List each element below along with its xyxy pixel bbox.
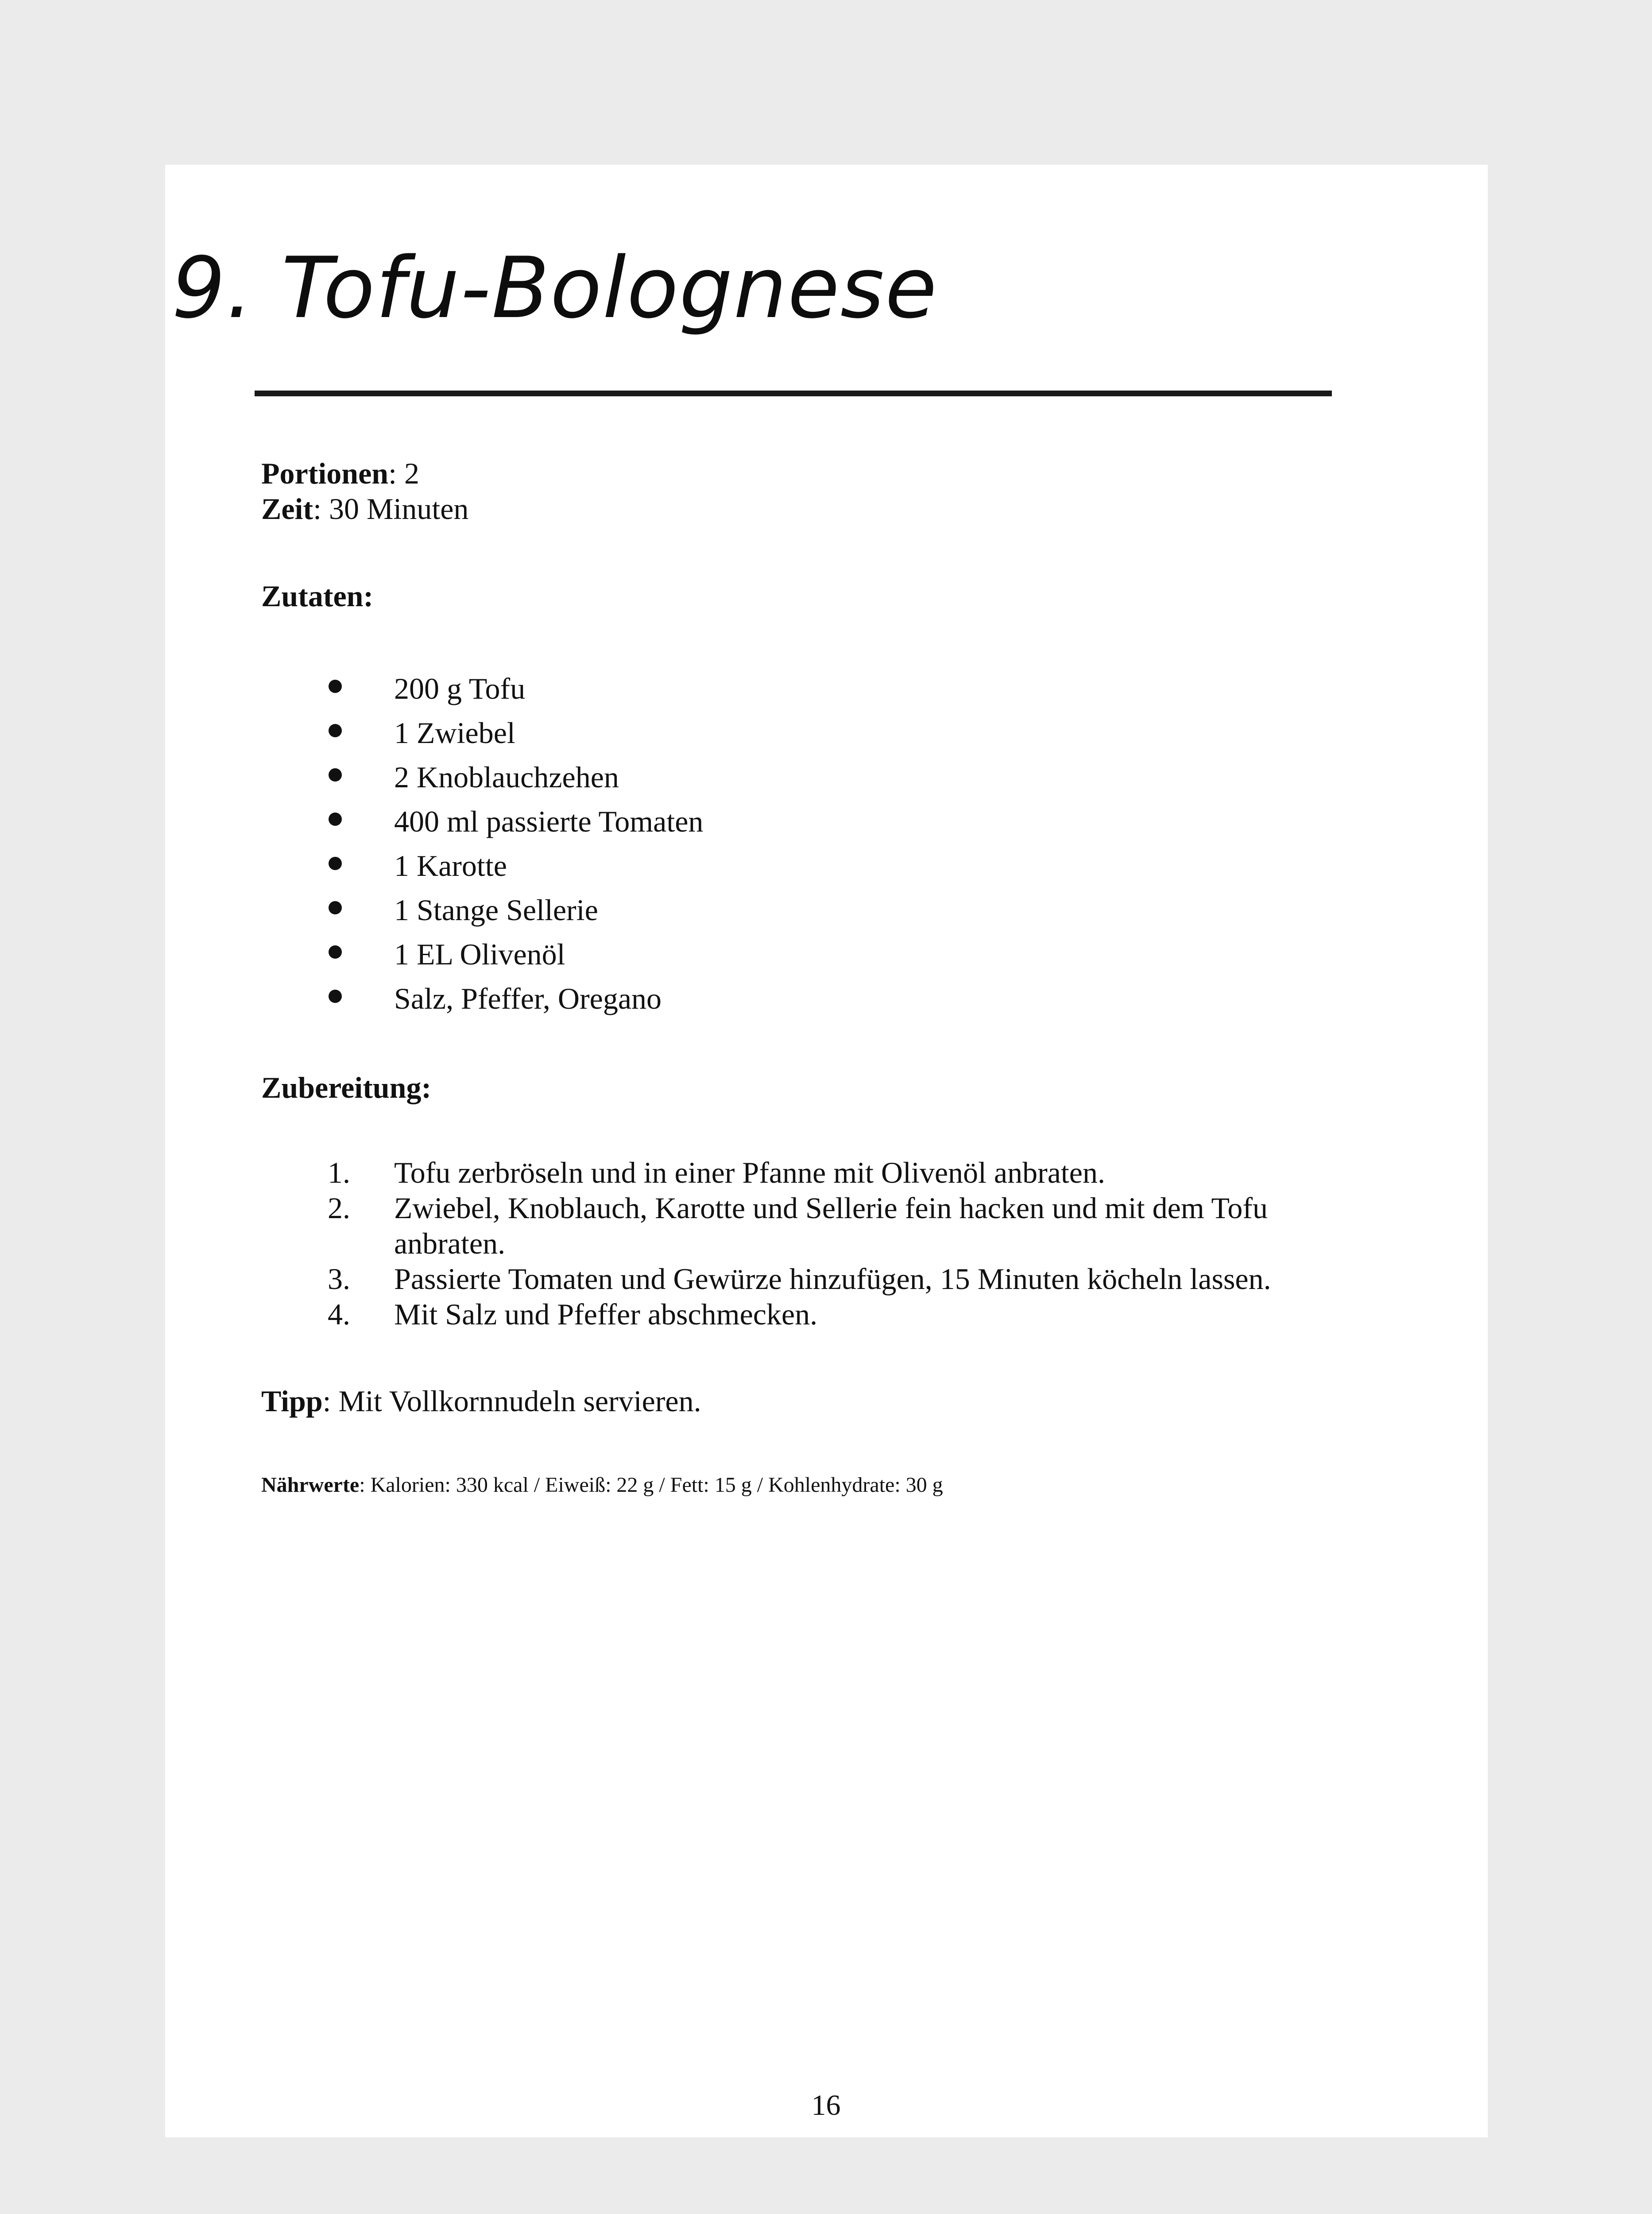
bullet-icon (329, 901, 342, 914)
step-text: Passierte Tomaten und Gewürze hinzufügen, 15 Minuten köcheln lassen. (394, 1262, 1271, 1296)
time-label: Zeit (261, 492, 313, 526)
page-number: 16 (811, 2089, 841, 2121)
preparation-heading: Zubereitung: (261, 1071, 432, 1104)
nutrition-line (261, 1475, 943, 1496)
recipe-title: 9. Tofu-Bolognese (172, 239, 938, 337)
step-text: Tofu zerbröseln und in einer Pfanne mit Olivenöl anbraten. (394, 1156, 1105, 1189)
time-line (261, 494, 468, 524)
step-number: 4. (328, 1297, 350, 1331)
ingredients-heading: Zutaten: (261, 579, 374, 613)
nutrition-text: : Kalorien: 330 kcal / Eiweiß: 22 g / Fett: 15 g / Kohlenhydrate: 30 g (359, 1473, 943, 1497)
step-text: Zwiebel, Knoblauch, Karotte und Sellerie fein hacken und mit dem Tofu anbraten. (394, 1191, 1268, 1260)
time-value: : 30 Minuten (313, 492, 469, 526)
step-item (261, 1297, 1346, 1332)
bullet-icon (329, 990, 342, 1003)
bullet-icon (329, 680, 342, 693)
step-text: Mit Salz und Pfeffer abschmecken. (394, 1297, 818, 1331)
tip-label: Tipp (261, 1384, 323, 1418)
bullet-icon (329, 813, 342, 826)
step-item (261, 1155, 1346, 1190)
bullet-icon (329, 768, 342, 782)
preparation-steps (261, 1155, 1346, 1332)
bullet-icon (329, 945, 342, 959)
title-underline (255, 391, 1332, 396)
step-number: 1. (328, 1156, 350, 1189)
step-item (261, 1190, 1346, 1261)
servings-label: Portionen (261, 457, 389, 490)
step-item (261, 1261, 1346, 1297)
bullet-icon (329, 724, 342, 737)
tip-line (261, 1386, 701, 1416)
servings-line (261, 458, 419, 488)
nutrition-label: Nährwerte (261, 1473, 360, 1497)
step-number: 2. (328, 1191, 350, 1225)
bullet-icon (329, 857, 342, 870)
tip-text: : Mit Vollkornnudeln servieren. (322, 1384, 701, 1418)
servings-value: : 2 (388, 457, 419, 490)
step-number: 3. (328, 1262, 350, 1296)
